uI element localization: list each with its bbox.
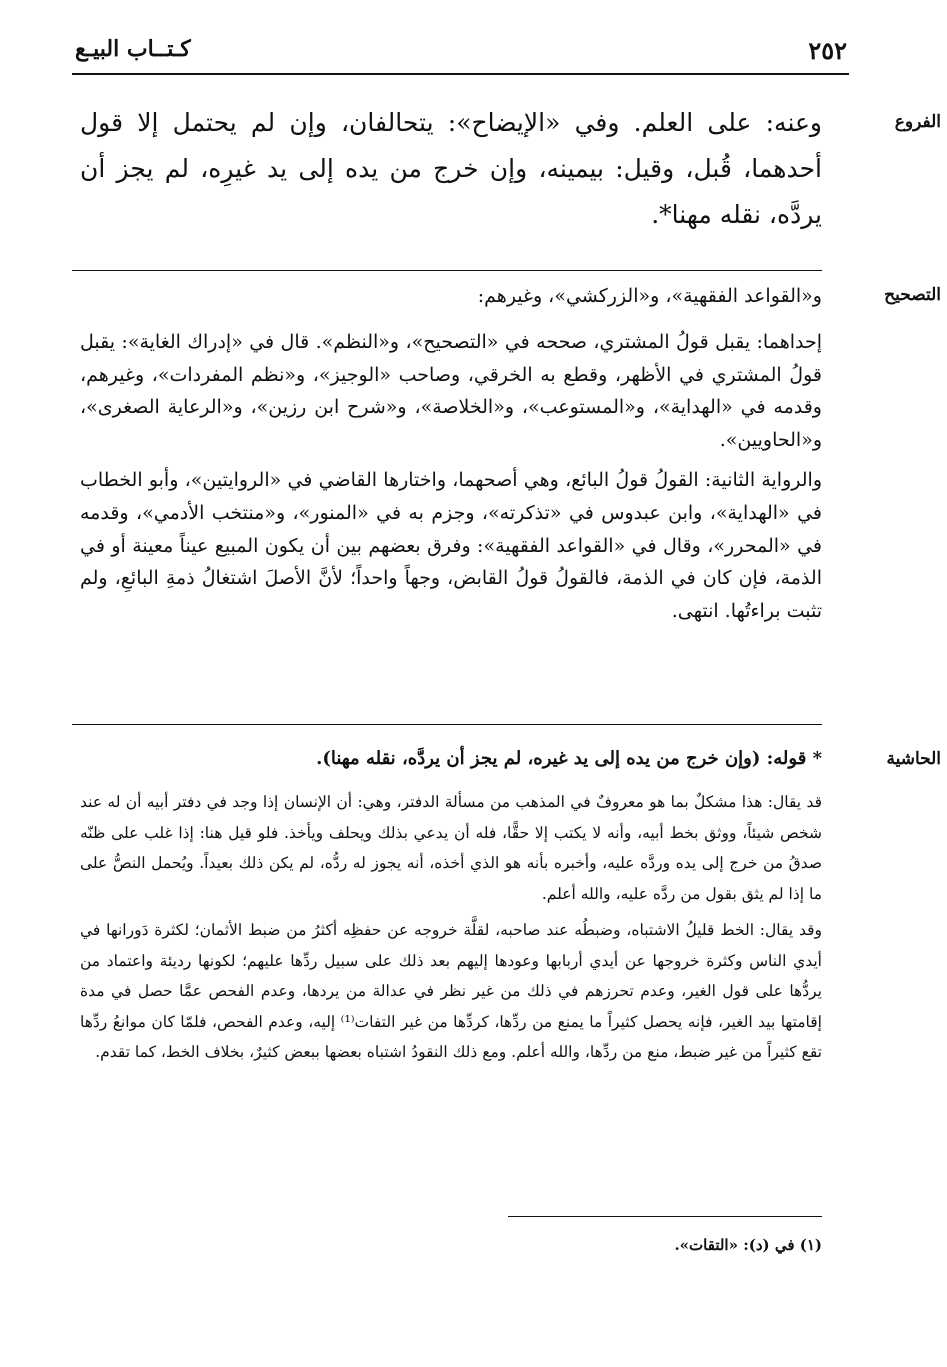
hashiya-paragraph-1: قد يقال: هذا مشكلٌ بما هو معروفٌ في المذهب من مسألة الدفتر، وهي: أن الإنسان إذا وجد في دفتر أبيه أن له عند شخص شيئاً، ووثق بخط أبيه، وأنه لا يكتب إلا حقًّا، فله أن يدعي بذلك ويحلف ويأخذ. فلو قيل هنا: إذا غلب على ظنّه صدقُ من خرج إلى يده وردَّه عليه، وأخبره بأنه هو الذي أخذه، أنه يجوز له ردُّه، لم يكن ذلك بعيداً. ويُحمل النصُّ على ما إذا لم يثق بقول من ردَّه عليه، والله أعلم. bbox=[80, 793, 822, 903]
footnote: (١) في (د): «التقات». bbox=[674, 1236, 822, 1254]
tashih-paragraph-2: والرواية الثانية: القولُ قولُ البائع، وهي أصحهما، واختارها القاضي في «الروايتين»، وأبو الخطاب في «الهداية»، وابن عبدوس في «تذكرته»، وجزم به في «المنور»، و«منتخب الأدمي»، وقدمه في «المحرر»، وقال في «القواعد الفقهية»: وفرق بعضهم بين أن يكون المبيع عيناً معينة أو في الذمة، فإن كان في الذمة، فالقولُ قولُ القابض، وجهاً واحداً؛ لأنَّ الأصلَ اشتغالُ ذمةِ البائعِ، ولم تثبت براءتُها. انتهى. bbox=[80, 469, 822, 622]
header-rule bbox=[72, 73, 849, 75]
page-header bbox=[75, 32, 847, 72]
furu-paragraph: وعنه: على العلم. وفي «الإيضاح»: يتحالفان، وإن لم يحتمل إلا قول أحدهما، قُبل، وقيل: بيمينه، وإن خرج من يده إلى يد غيرِه، لم يجز أن يردَّه، نقله مهنا*. bbox=[80, 108, 822, 229]
tashih-heading: و«القواعد الفقهية»، و«الزركشي»، وغيرهم: bbox=[477, 285, 822, 307]
furu-text bbox=[80, 100, 822, 238]
hashiya-paragraph-2: وقد يقال: الخط قليلُ الاشتباه، وضبطُه عند صاحبه، لقلَّة خروجه عن حفظِه أكثرُ من ضبط الأثمان؛ لكثرة دَورانها في أيدي الناس وكثرة خروجها عن أيدي أربابها وعودها إليهم بعد ذلك على سبيل ردِّها عليهم؛ لكونها رديئة واعتماد من يردُّها على قول الغير، وعدم تحرزهم في ذلك من غير نظر في عدالة من يردها، وعدم الفحص عمَّا حصل في مدة إقامتها بيد الغير، فإنه يحصل كثيراً ما يمنع من ردِّها، كردِّها من غير التفات⁽¹⁾ إليه، وعدم الفحص، فلمّا كان موانعُ ردِّها تقع كثيراً من غير ضبط، منع من ردِّها، والله أعلم. ومع ذلك النقودُ اشتباه بعضها ببعض كثيرٌ، بخلاف الخط، كما تقدم. bbox=[80, 921, 822, 1061]
section-label-furu: الفروع bbox=[894, 112, 941, 132]
hashiya-heading: * قوله: (وإن خرج من يده إلى يد غيره، لم يجز أن يردَّه، نقله مهنا). bbox=[316, 748, 822, 769]
tashih-text bbox=[80, 326, 822, 627]
tashih-paragraph-1: إحداهما: يقبل قولُ المشتري، صححه في «التصحيح»، و«النظم». قال في «إدراك الغاية»: يقبل قولُ المشتري في الأظهر، وقطع به الخرقي، وصاحب «الوجيز»، و«نظم المفردات»، وغيرهم، وقدمه في «الهداية»، و«المستوعب»، و«الخلاصة»، و«شرح ابن رزين»، و«الرعاية الصغرى»، و«الحاويين». bbox=[80, 331, 822, 451]
book-title: كـتــاب البيـع bbox=[75, 36, 191, 62]
section-label-tashih: التصحيح bbox=[884, 285, 941, 305]
hashiya-text bbox=[80, 787, 822, 1068]
furu-divider bbox=[72, 270, 822, 271]
page-number: ٢٥٢ bbox=[808, 36, 847, 65]
tashih-divider bbox=[72, 724, 822, 725]
section-label-hashiya: الحاشية bbox=[886, 749, 941, 769]
footnote-divider bbox=[508, 1216, 822, 1217]
